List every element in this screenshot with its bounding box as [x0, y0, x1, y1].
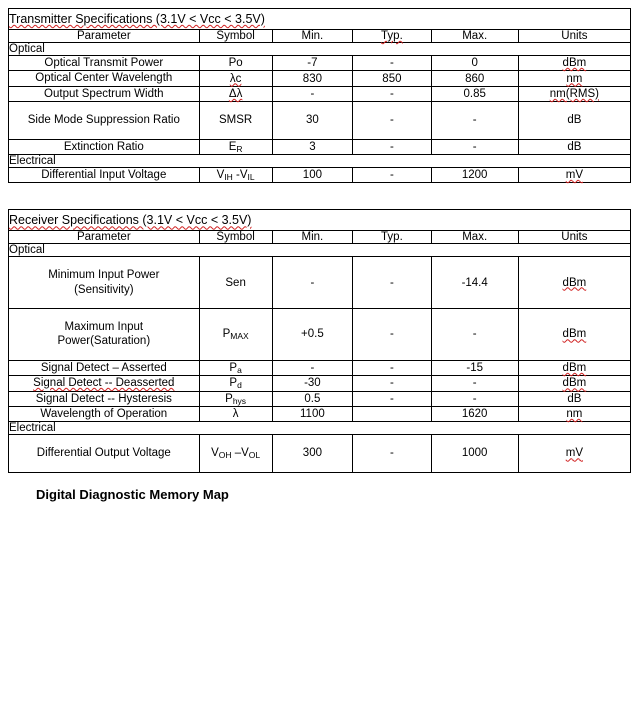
- table-row: [9, 376, 631, 391]
- row-symbol: $E_R$: [199, 139, 272, 154]
- row-max: -: [431, 391, 518, 406]
- row-typ: -: [353, 167, 431, 182]
- column-header-parameter: Parameter: [9, 231, 200, 244]
- row-max: 0.85: [431, 86, 518, 101]
- row-max: -14.4: [431, 257, 518, 309]
- row-min: 300: [272, 435, 353, 472]
- row-min: -: [272, 86, 353, 101]
- row-typ: -: [353, 102, 431, 139]
- table-row: [9, 167, 631, 182]
- table-title-row: [9, 9, 631, 30]
- row-min: -30: [272, 376, 353, 391]
- table-row: [9, 309, 631, 361]
- row-symbol: Po: [199, 56, 272, 71]
- row-typ: -: [353, 360, 431, 375]
- row-min: 0.5: [272, 391, 353, 406]
- row-units: dBm: [518, 309, 630, 361]
- row-units: nm: [518, 71, 630, 86]
- row-typ: -: [353, 309, 431, 361]
- row-max: -: [431, 309, 518, 361]
- table-row: [9, 102, 631, 139]
- row-parameter: Side Mode Suppression Ratio: [9, 102, 200, 139]
- row-units: dBm: [518, 360, 630, 375]
- section-heading-digital-diagnostic-memory-map: Digital Diagnostic Memory Map: [36, 486, 229, 502]
- section-electrical: Electrical: [9, 422, 631, 435]
- row-max: -: [431, 139, 518, 154]
- row-parameter: Minimum Input Power (Sensitivity): [9, 257, 200, 309]
- column-header-units: Units: [518, 231, 630, 244]
- row-symbol: $P_{hys}$: [199, 391, 272, 406]
- row-symbol: λc: [199, 71, 272, 86]
- row-parameter: Signal Detect -- Deasserted: [9, 376, 200, 391]
- receiver-specifications-table: [8, 209, 631, 472]
- row-parameter: Signal Detect – Asserted: [9, 360, 200, 375]
- row-parameter: Extinction Ratio: [9, 139, 200, 154]
- row-max: -15: [431, 360, 518, 375]
- row-max: 860: [431, 71, 518, 86]
- table-row: [9, 139, 631, 154]
- row-min: 100: [272, 167, 353, 182]
- column-header-symbol: Symbol: [199, 231, 272, 244]
- column-header-units: Units: [518, 30, 630, 43]
- table-row: [9, 56, 631, 71]
- table-row: [9, 71, 631, 86]
- section-electrical: Electrical: [9, 154, 631, 167]
- row-symbol: $V_{IH}$ $-V_{IL}$: [199, 167, 272, 182]
- row-units: nm: [518, 406, 630, 421]
- row-min: -: [272, 257, 353, 309]
- column-header-max: Max.: [431, 231, 518, 244]
- row-min: -7: [272, 56, 353, 71]
- column-header-max: Max.: [431, 30, 518, 43]
- row-typ: -: [353, 257, 431, 309]
- row-typ: -: [353, 435, 431, 472]
- row-units: dB: [518, 391, 630, 406]
- row-min: +0.5: [272, 309, 353, 361]
- row-parameter: Optical Transmit Power: [9, 56, 200, 71]
- row-parameter: Optical Center Wavelength: [9, 71, 200, 86]
- row-parameter: Differential Output Voltage: [9, 435, 200, 472]
- row-symbol: $P_{MAX}$: [199, 309, 272, 361]
- row-parameter: Differential Input Voltage: [9, 167, 200, 182]
- section-header-row: [9, 422, 631, 435]
- row-symbol: λ: [199, 406, 272, 421]
- row-symbol: Δλ: [199, 86, 272, 101]
- row-units: mV: [518, 435, 630, 472]
- table-row: [9, 86, 631, 101]
- table-row: [9, 257, 631, 309]
- column-header-typ: Typ.: [353, 30, 431, 43]
- row-typ: -: [353, 391, 431, 406]
- column-header-typ: Typ.: [353, 231, 431, 244]
- column-header-min: Min.: [272, 231, 353, 244]
- row-min: 1100: [272, 406, 353, 421]
- row-typ: -: [353, 86, 431, 101]
- row-units: mV: [518, 167, 630, 182]
- table-row: [9, 406, 631, 421]
- section-header-row: [9, 244, 631, 257]
- section-header-row: [9, 154, 631, 167]
- row-min: 30: [272, 102, 353, 139]
- row-min: 830: [272, 71, 353, 86]
- section-header-row: [9, 43, 631, 56]
- row-units: dB: [518, 102, 630, 139]
- row-typ: -: [353, 139, 431, 154]
- row-symbol: $P_d$: [199, 376, 272, 391]
- column-header-symbol: Symbol: [199, 30, 272, 43]
- row-max: -: [431, 376, 518, 391]
- row-units: dBm: [518, 257, 630, 309]
- row-typ: [353, 406, 431, 421]
- row-units: dBm: [518, 56, 630, 71]
- row-typ: -: [353, 376, 431, 391]
- table-header-row: [9, 30, 631, 43]
- row-max: 1200: [431, 167, 518, 182]
- row-units: dBm: [518, 376, 630, 391]
- transmitter-specifications-table: [8, 8, 631, 183]
- row-min: -: [272, 360, 353, 375]
- table-gap: [8, 183, 632, 209]
- row-symbol: Sen: [199, 257, 272, 309]
- row-max: 1000: [431, 435, 518, 472]
- transmitter-title: Transmitter Specifications (3.1V < Vcc < 3.5V): [9, 9, 631, 30]
- row-typ: -: [353, 56, 431, 71]
- table-header-row: [9, 231, 631, 244]
- row-symbol: $V_{OH}$ $-V_{OL}$: [199, 435, 272, 472]
- section-optical: Optical: [9, 43, 631, 56]
- table-row: [9, 391, 631, 406]
- table-title-row: [9, 210, 631, 231]
- row-parameter: Maximum Input Power(Saturation): [9, 309, 200, 361]
- column-header-min: Min.: [272, 30, 353, 43]
- row-max: -: [431, 102, 518, 139]
- row-units: nm(RMS): [518, 86, 630, 101]
- row-parameter: Output Spectrum Width: [9, 86, 200, 101]
- receiver-title: Receiver Specifications (3.1V < Vcc < 3.5V): [9, 210, 631, 231]
- row-units: dB: [518, 139, 630, 154]
- row-symbol: SMSR: [199, 102, 272, 139]
- column-header-parameter: Parameter: [9, 30, 200, 43]
- row-symbol: $P_a$: [199, 360, 272, 375]
- row-min: 3: [272, 139, 353, 154]
- row-parameter: Wavelength of Operation: [9, 406, 200, 421]
- section-optical: Optical: [9, 244, 631, 257]
- table-row: [9, 435, 631, 472]
- row-parameter: Signal Detect -- Hysteresis: [9, 391, 200, 406]
- row-max: 0: [431, 56, 518, 71]
- row-max: 1620: [431, 406, 518, 421]
- table-row: [9, 360, 631, 375]
- row-typ: 850: [353, 71, 431, 86]
